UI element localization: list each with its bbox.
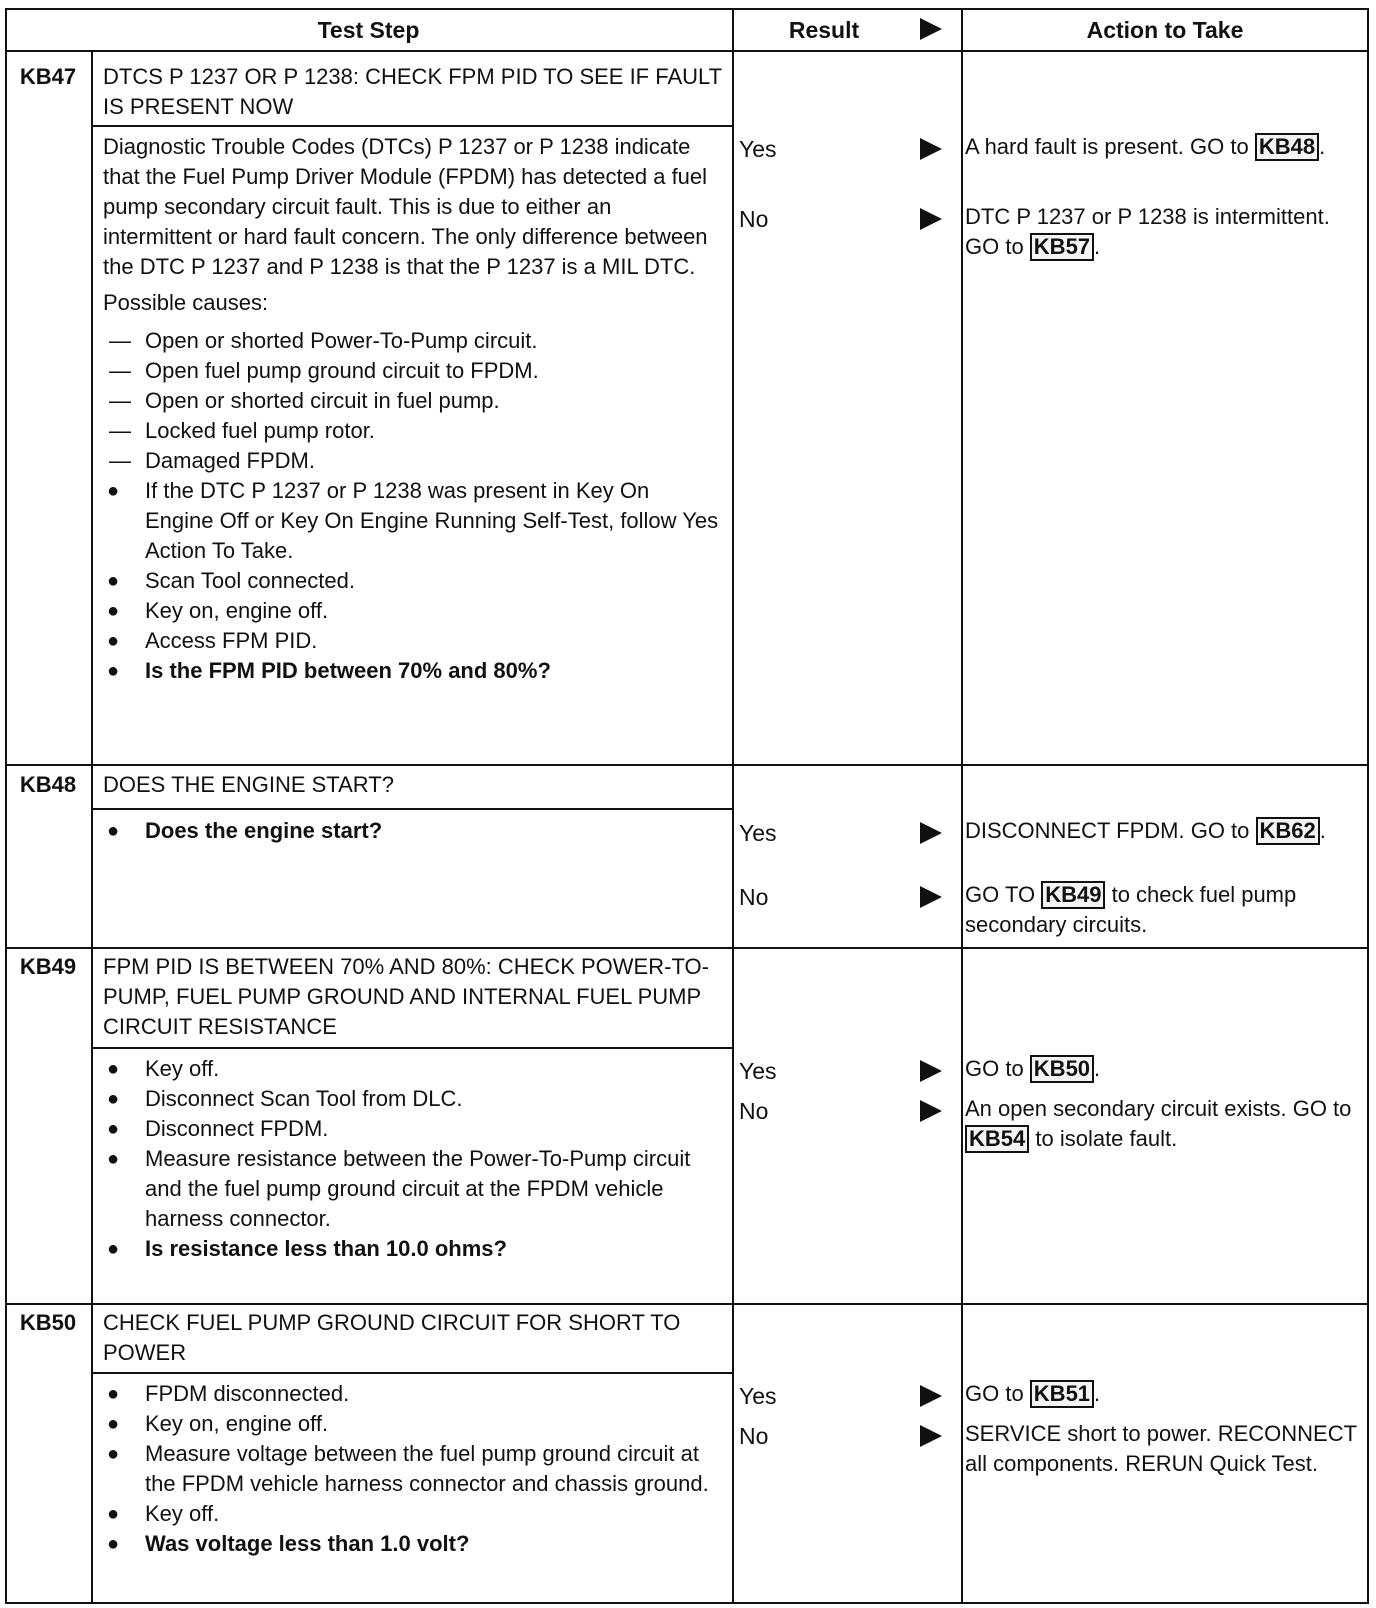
bullet-list (103, 816, 723, 846)
arrow-icon (920, 208, 942, 230)
bullet-icon: ● (107, 1058, 120, 1080)
bullet-icon: ● (107, 600, 120, 622)
bullet-icon: ● (107, 570, 120, 592)
bullet-icon: ● (107, 480, 120, 502)
step-question: ● Does the engine start? (103, 816, 723, 846)
bullet-icon: ● (107, 1148, 120, 1170)
result-no: No (739, 1098, 769, 1124)
list-item: — Damaged FPDM. (103, 446, 723, 476)
bullet-icon: ● (107, 630, 120, 652)
step-question: ● Is resistance less than 10.0 ohms? (103, 1234, 723, 1264)
table-bottom-border (5, 1602, 1369, 1604)
list-item: — Open or shorted circuit in fuel pump. (103, 386, 723, 416)
step-question: ● Was voltage less than 1.0 volt? (103, 1529, 723, 1559)
row-divider (5, 947, 1369, 949)
list-item: ● Disconnect FPDM. (103, 1114, 723, 1144)
bullet-icon: ● (107, 1383, 120, 1405)
causes-label: Possible causes: (103, 290, 269, 315)
result-no: No (739, 206, 769, 232)
step-intro: Diagnostic Trouble Codes (DTCs) P 1237 or P 1238 indicate that the Fuel Pump Driver Module (FPDM) has detected a fuel pump secondary circuit fault. This is due to either an intermittent or hard fault concern. The only difference between the DTC P 1237 and P 1238 is that the P 1237 is a MIL DTC. (103, 134, 708, 279)
result-no: No (739, 884, 769, 910)
action-yes: GO to KB51 . (965, 1381, 1101, 1406)
header-test-step: Test Step (317, 16, 420, 43)
title-divider (91, 125, 732, 127)
header-action: Action to Take (1086, 16, 1244, 43)
title-divider (91, 808, 732, 810)
action-no: DTC P 1237 or P 1238 is intermittent. GO to KB57 . (965, 204, 1330, 259)
list-item: ● Measure resistance between the Power-To-Pump circuit and the fuel pump ground circuit at the FPDM vehicle harness connector. (107, 1146, 691, 1231)
step-code: KB49 (19, 954, 77, 979)
list-item: ● If the DTC P 1237 or P 1238 was present in Key On Engine Off or Key On Engine Running Self-Test, follow Yes Action To Take. (107, 478, 719, 563)
step-title: FPM PID IS BETWEEN 70% AND 80%: CHECK POWER-TO-PUMP, FUEL PUMP GROUND AND INTERNAL FUEL PUMP CIRCUIT RESISTANCE (103, 954, 709, 1039)
step-reference-link[interactable]: KB51 (1030, 1380, 1094, 1408)
step-body (103, 1054, 723, 1264)
action-no: An open secondary circuit exists. GO to KB54 to isolate fault. (965, 1096, 1352, 1151)
step-body (103, 1379, 723, 1559)
bullet-icon: ● (107, 820, 120, 842)
dash-icon: — (109, 328, 131, 353)
result-yes: Yes (739, 136, 777, 162)
result-column-divider (732, 8, 734, 1604)
diagnostic-table (5, 8, 1369, 1604)
bullet-icon: ● (107, 1238, 120, 1260)
action-no: SERVICE short to power. RECONNECT all components. RERUN Quick Test. (965, 1421, 1357, 1476)
step-reference-link[interactable]: KB49 (1041, 881, 1105, 909)
step-code: KB47 (19, 64, 77, 89)
title-divider (91, 1372, 732, 1374)
step-reference-link[interactable]: KB54 (965, 1125, 1029, 1153)
arrow-icon (920, 886, 942, 908)
bullet-icon: ● (107, 1443, 120, 1465)
arrow-icon (920, 1425, 942, 1447)
list-item: — Open or shorted Power-To-Pump circuit. (103, 326, 723, 356)
header-result: Result (788, 16, 860, 43)
result-yes: Yes (739, 1058, 777, 1084)
step-body (103, 132, 723, 686)
arrow-icon (920, 138, 942, 160)
result-no: No (739, 1423, 769, 1449)
arrow-icon (920, 1100, 942, 1122)
step-title: CHECK FUEL PUMP GROUND CIRCUIT FOR SHORT TO POWER (103, 1310, 681, 1365)
dash-icon: — (109, 358, 131, 383)
bullet-icon: ● (107, 1118, 120, 1140)
list-item: ● Disconnect Scan Tool from DLC. (103, 1084, 723, 1114)
causes-list (103, 326, 723, 476)
list-item: ● Key on, engine off. (103, 1409, 723, 1439)
row-divider (5, 764, 1369, 766)
row-divider (5, 1303, 1369, 1305)
step-reference-link[interactable]: KB48 (1255, 133, 1319, 161)
list-item: ● Key off. (103, 1054, 723, 1084)
result-yes: Yes (739, 1383, 777, 1409)
step-code: KB48 (19, 772, 77, 797)
step-body (103, 816, 723, 846)
arrow-icon (920, 1385, 942, 1407)
bullet-list (103, 1379, 723, 1559)
action-yes: GO to KB50 . (965, 1056, 1101, 1081)
code-column-divider (91, 50, 93, 1602)
list-item: ● Access FPM PID. (103, 626, 723, 656)
arrow-icon (920, 1060, 942, 1082)
step-title: DOES THE ENGINE START? (103, 772, 394, 797)
action-yes: DISCONNECT FPDM. GO to KB62 . (965, 818, 1326, 843)
dash-icon: — (109, 418, 131, 443)
bullet-icon: ● (107, 660, 120, 682)
step-title: DTCS P 1237 OR P 1238: CHECK FPM PID TO SEE IF FAULT IS PRESENT NOW (103, 64, 722, 119)
table-left-border (5, 8, 7, 1604)
result-yes: Yes (739, 820, 777, 846)
step-question: ● Is the FPM PID between 70% and 80%? (103, 656, 723, 686)
action-no: GO TO KB49 to check fuel pump secondary circuits. (965, 882, 1297, 937)
list-item: ● Key off. (103, 1499, 723, 1529)
list-item: ● Measure voltage between the fuel pump ground circuit at the FPDM vehicle harness connector and chassis ground. (107, 1441, 709, 1496)
step-reference-link[interactable]: KB50 (1030, 1055, 1094, 1083)
title-divider (91, 1047, 732, 1049)
step-code: KB50 (19, 1310, 77, 1335)
bullet-icon: ● (107, 1533, 120, 1555)
bullet-icon: ● (107, 1503, 120, 1525)
list-item: ● Scan Tool connected. (103, 566, 723, 596)
arrow-icon (920, 822, 942, 844)
list-item: — Open fuel pump ground circuit to FPDM. (103, 356, 723, 386)
list-item: ● Key on, engine off. (103, 596, 723, 626)
header-arrow-icon (920, 18, 942, 40)
bullet-list (103, 1054, 723, 1264)
step-reference-link[interactable]: KB62 (1256, 817, 1320, 845)
bullet-icon: ● (107, 1413, 120, 1435)
list-item: ● FPDM disconnected. (103, 1379, 723, 1409)
action-yes: A hard fault is present. GO to KB48 . (965, 134, 1326, 159)
table-right-border (1367, 8, 1369, 1604)
action-column-divider (961, 8, 963, 1604)
step-reference-link[interactable]: KB57 (1030, 233, 1094, 261)
bullet-icon: ● (107, 1088, 120, 1110)
bullet-list (103, 476, 723, 686)
list-item: — Locked fuel pump rotor. (103, 416, 723, 446)
dash-icon: — (109, 388, 131, 413)
dash-icon: — (109, 448, 131, 473)
